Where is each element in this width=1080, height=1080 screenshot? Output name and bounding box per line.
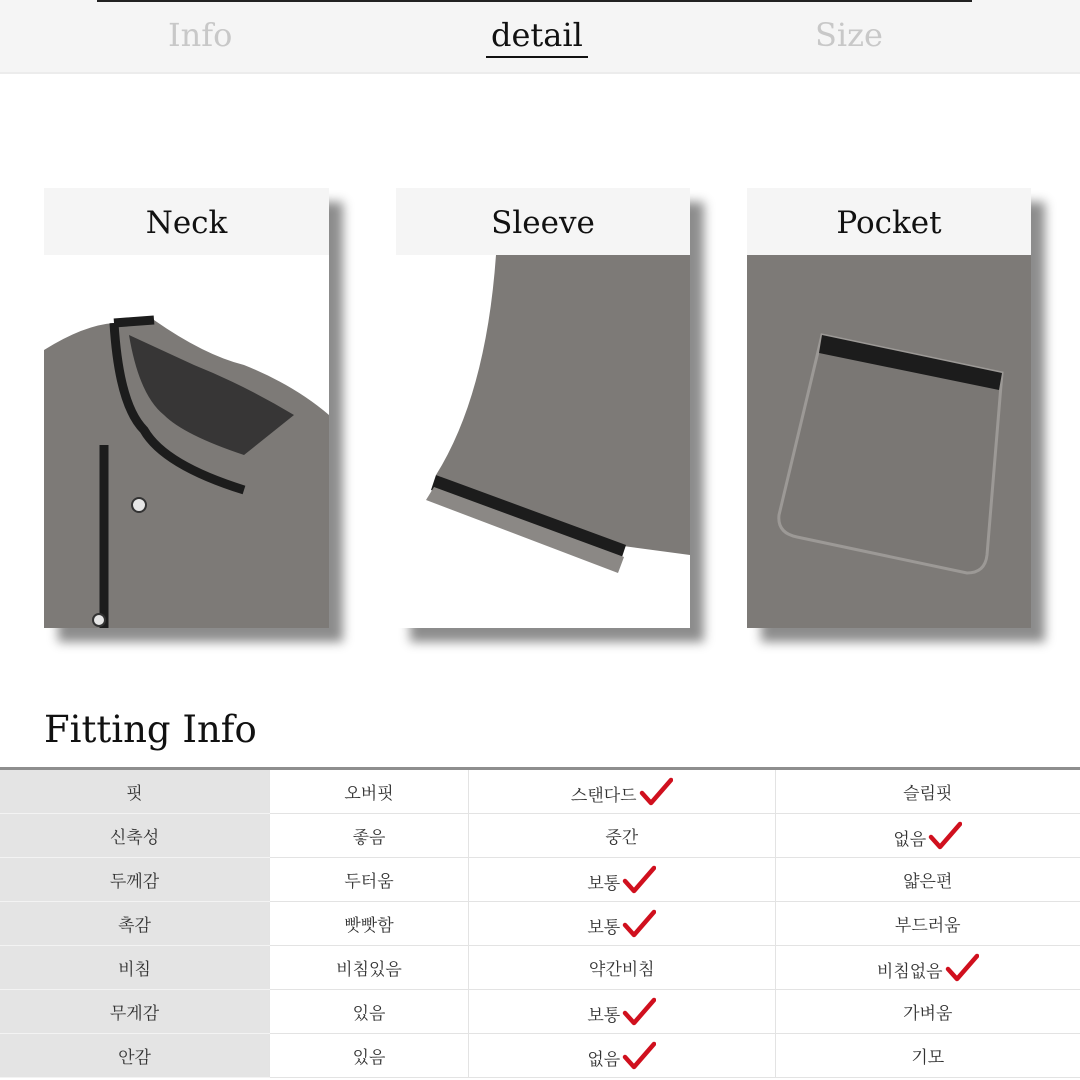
detail-card-pocket	[747, 188, 1031, 628]
table-row	[0, 902, 1080, 946]
fitting-row-label: 신축성	[0, 814, 270, 858]
fitting-option-cell	[270, 1034, 469, 1078]
fitting-option-cell	[270, 858, 469, 902]
table-row	[0, 769, 1080, 814]
fitting-option-cell	[469, 814, 775, 858]
fitting-option-label: 약간비침	[588, 960, 655, 980]
fitting-option-cell	[469, 946, 775, 990]
fitting-option-label: 보통	[587, 917, 621, 938]
detail-card-title: Pocket	[747, 188, 1031, 255]
fitting-row-label: 비침	[0, 946, 270, 990]
fitting-row-label: 두께감	[0, 858, 270, 902]
fitting-option-cell	[270, 814, 469, 858]
fitting-info-table	[0, 767, 1080, 1078]
detail-card-title: Sleeve	[396, 188, 690, 255]
fitting-option-cell	[775, 946, 1080, 990]
fitting-option-cell	[469, 990, 775, 1034]
fitting-row-label: 안감	[0, 1034, 270, 1078]
checkmark-icon	[945, 953, 979, 983]
fitting-option-label: 슬림핏	[903, 784, 953, 804]
tab-top-rule	[97, 0, 972, 2]
detail-card-sleeve	[396, 188, 690, 628]
fitting-option-cell	[775, 902, 1080, 946]
table-row	[0, 990, 1080, 1034]
fitting-option-cell	[775, 990, 1080, 1034]
fitting-option-label: 부드러움	[894, 916, 961, 936]
fitting-option-cell	[469, 769, 775, 814]
fitting-option-label: 오버핏	[344, 784, 394, 804]
fitting-option-label: 없음	[893, 829, 927, 850]
fitting-option-label: 스탠다드	[570, 785, 637, 806]
fitting-option-cell	[270, 902, 469, 946]
neck-detail-image	[44, 255, 329, 628]
table-row	[0, 946, 1080, 990]
tab-bar	[0, 0, 1080, 74]
fitting-option-label: 중간	[605, 828, 639, 848]
fitting-info-title: Fitting Info	[44, 708, 257, 751]
checkmark-icon	[622, 997, 656, 1027]
table-row	[0, 814, 1080, 858]
fitting-option-label: 가벼움	[903, 1004, 953, 1024]
checkmark-icon	[622, 865, 656, 895]
fitting-option-cell	[775, 814, 1080, 858]
fitting-option-label: 보통	[587, 1005, 621, 1026]
fitting-row-label: 촉감	[0, 902, 270, 946]
detail-card-title: Neck	[44, 188, 329, 255]
fitting-option-label: 보통	[587, 873, 621, 894]
fitting-option-cell	[775, 1034, 1080, 1078]
table-row	[0, 858, 1080, 902]
fitting-option-cell	[270, 946, 469, 990]
fitting-option-label: 있음	[352, 1004, 386, 1024]
fitting-option-cell	[775, 769, 1080, 814]
checkmark-icon	[622, 1041, 656, 1071]
fitting-option-label: 두터움	[344, 872, 394, 892]
fitting-option-label: 얇은편	[903, 872, 953, 892]
fitting-option-label: 좋음	[352, 828, 386, 848]
fitting-option-cell	[270, 990, 469, 1034]
fitting-row-label: 핏	[0, 769, 270, 814]
checkmark-icon	[622, 909, 656, 939]
fitting-option-label: 비침있음	[336, 960, 402, 980]
checkmark-icon	[928, 821, 962, 851]
fitting-option-label: 있음	[352, 1048, 386, 1068]
fitting-option-label: 비침없음	[876, 961, 943, 982]
table-row	[0, 1034, 1080, 1078]
fitting-option-cell	[270, 769, 469, 814]
fitting-option-label: 기모	[911, 1048, 945, 1068]
fitting-option-cell	[469, 1034, 775, 1078]
fitting-option-label: 없음	[587, 1049, 621, 1070]
fitting-option-cell	[775, 858, 1080, 902]
fitting-option-cell	[469, 902, 775, 946]
sleeve-detail-image	[396, 255, 690, 628]
tab-detail[interactable]: detail	[486, 16, 588, 58]
checkmark-icon	[639, 777, 673, 807]
tab-size[interactable]: Size	[815, 16, 883, 54]
pocket-detail-image	[747, 255, 1031, 628]
fitting-option-label: 빳빳함	[344, 916, 394, 936]
fitting-row-label: 무게감	[0, 990, 270, 1034]
detail-card-neck	[44, 188, 329, 628]
tab-info[interactable]: Info	[168, 16, 233, 54]
fitting-option-cell	[469, 858, 775, 902]
